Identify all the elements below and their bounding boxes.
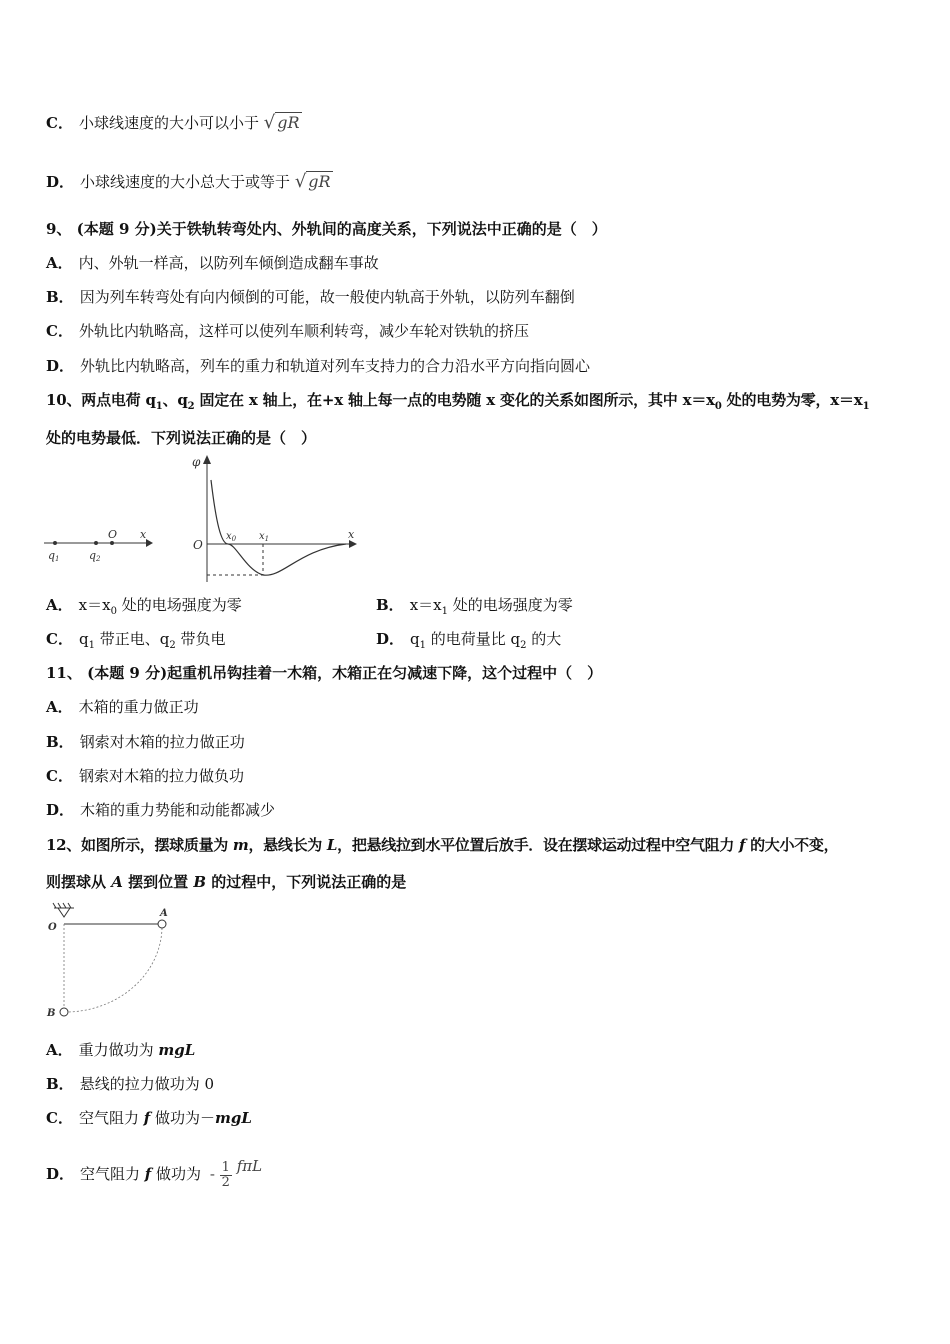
q10-option-a: A． $x=x_0$ 处的电场强度为零	[46, 596, 242, 617]
q12-option-c: C． 空气阻力 f 做功为－mgL	[46, 1109, 252, 1127]
phi-axis-arrow	[203, 455, 211, 464]
q12-stem-line2: 则摆球从 A 摆到位置 B 的过程中，下列说法正确的是	[46, 873, 407, 891]
q9-stem: 9、 (本题 9 分)关于铁轨转弯处内、外轨间的高度关系，下列说法中正确的是（ ）	[46, 220, 607, 238]
q10-figure-charges	[42, 522, 154, 564]
label-b: B	[47, 1008, 56, 1019]
label-origin: O	[108, 528, 118, 541]
q9-option-d: D． 外轨比内轨略高，列车的重力和轨道对列车支持力的合力沿水平方向指向圆心	[46, 357, 591, 375]
x-axis-arrow	[349, 540, 357, 548]
label-x: x	[348, 528, 355, 541]
label-x: x	[140, 528, 147, 541]
q12-figure-pendulum	[44, 902, 176, 1022]
q9-option-c: C． 外轨比内轨略高，这样可以使列车顺利转弯，减少车轮对铁轨的挤压	[46, 322, 529, 340]
label-o: O	[48, 922, 57, 933]
q8-option-d: D． 小球线速度的大小总大于或等于 √ gR	[46, 171, 331, 192]
sqrt-gr: √ gR	[263, 112, 300, 133]
q10-option-c: C． $q_1$ 带正电、$q_2$ 带负电	[46, 630, 226, 651]
x-axis-arrow	[146, 539, 153, 547]
sqrt-gr: √ gR	[294, 171, 331, 192]
label-origin: O	[193, 538, 203, 552]
charge-q2	[94, 541, 98, 545]
q8-option-c: C． 小球线速度的大小可以小于 √ gR	[46, 112, 300, 133]
label-q1: q1	[48, 549, 60, 563]
ball-b	[60, 1008, 68, 1016]
q10-option-b: B． $x=x_1$ 处的电场强度为零	[376, 596, 573, 617]
ball-a	[158, 920, 166, 928]
pivot-support	[58, 908, 70, 917]
q10-stem: 10、两点电荷 $q_1$、$q_2$ 固定在 x 轴上，在+x 轴上每一点的电势随 x 变化的关系如图所示，其中 $x=x_0$ 处的电势为零，$x=x_1$	[46, 391, 870, 412]
label-a: A	[160, 908, 168, 919]
q11-stem: 11、 (本题 9 分)起重机吊钩挂着一木箱，木箱正在匀减速下降，这个过程中（ ）	[46, 664, 603, 682]
label-q2: q2	[89, 549, 101, 563]
q12-option-b: B． 悬线的拉力做功为 0	[46, 1075, 214, 1093]
q11-option-b: B． 钢索对木箱的拉力做正功	[46, 733, 245, 751]
charge-q1	[53, 541, 57, 545]
q9-option-b: B． 因为列车转弯处有向内倾倒的可能，故一般使内轨高于外轨，以防列车翻倒	[46, 288, 575, 306]
q10-stem-line2: 处的电势最低．下列说法正确的是（ ）	[46, 429, 317, 447]
q11-option-c: C． 钢索对木箱的拉力做负功	[46, 767, 244, 785]
q10-option-d: D． $q_1$ 的电荷量比 $q_2$ 的大	[376, 630, 562, 651]
potential-curve	[211, 480, 346, 575]
origin-point	[110, 541, 114, 545]
label-phi: φ	[192, 455, 201, 469]
swing-arc	[68, 928, 162, 1012]
label-x1: $x_1$	[259, 531, 270, 543]
label-x0: $x_0$	[226, 531, 237, 543]
fraction-one-half: $\frac{1}{2}$	[221, 1159, 230, 1190]
q12-option-a: A． 重力做功为 mgL	[46, 1041, 196, 1059]
q10-figure-potential-graph	[188, 452, 363, 586]
q9-option-a: A． 内、外轨一样高，以防列车倾倒造成翻车事故	[46, 254, 379, 272]
q11-option-a: A． 木箱的重力做正功	[46, 698, 199, 716]
q11-option-d: D． 木箱的重力势能和动能都减少	[46, 801, 276, 819]
q12-option-d: D． 空气阻力 f 做功为 - $\frac{1}{2}$ fπL	[46, 1157, 263, 1190]
q12-stem: 12、如图所示，摆球质量为 m，悬线长为 L，把悬线拉到水平位置后放手．设在摆球运动过程中空气阻力 f 的大小不变，	[46, 836, 839, 854]
